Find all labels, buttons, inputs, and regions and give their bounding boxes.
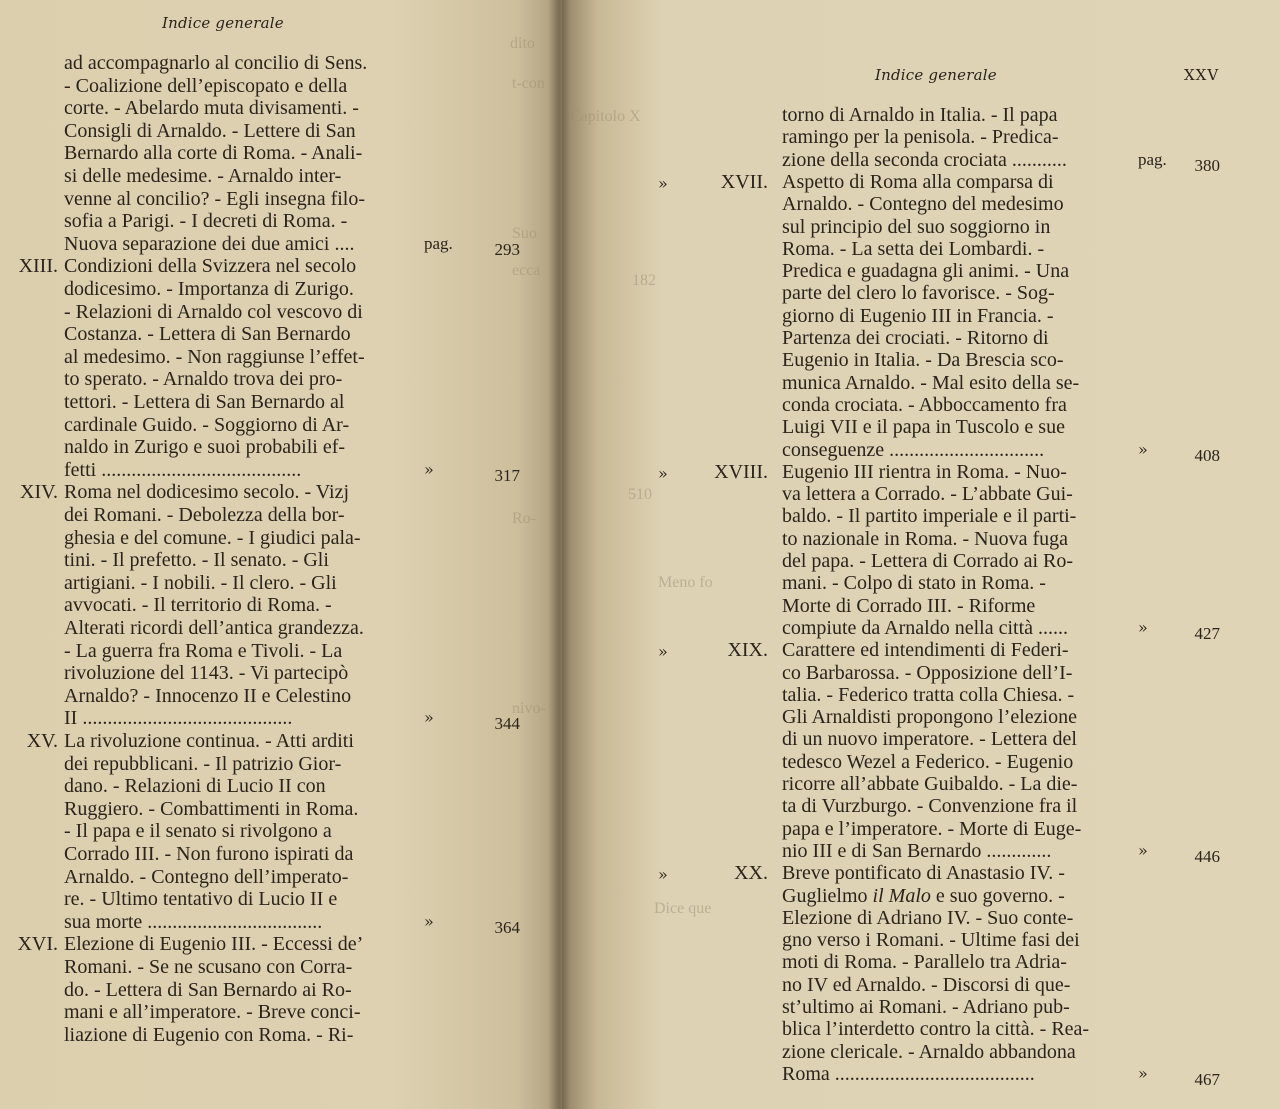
entry-line: tini. - Il prefetto. - Il senato. - Gli xyxy=(64,549,329,572)
entry-line: ramingo per la penisola. - Predica- xyxy=(782,126,1059,149)
entry-line: Roma ........................................ xyxy=(782,1062,1035,1085)
ditto-mark: » xyxy=(658,642,668,662)
page-marker: » xyxy=(1138,840,1148,860)
entry-line: sul principio del suo soggiorno in xyxy=(782,215,1051,238)
page-folio: XXV xyxy=(1184,66,1220,84)
page-number: 317 xyxy=(494,465,520,485)
entry-line: Guglielmo il Malo e suo governo. - xyxy=(782,884,1065,907)
entry-line: Arnaldo? - Innocenzo II e Celestino xyxy=(64,684,352,707)
left-running-head: Indice generale xyxy=(162,14,284,32)
entry-line: ad accompagnarlo al concilio di Sens. xyxy=(64,52,368,74)
entry-line: do. - Lettera di San Bernardo ai Ro- xyxy=(64,978,352,1001)
entry-line: conda crociata. - Abboccamento fra xyxy=(782,393,1067,416)
entry-line: naldo in Zurigo e suoi probabili ef- xyxy=(64,436,346,459)
right-running-head: Indice generale xyxy=(875,66,997,84)
page-number: 446 xyxy=(1194,846,1220,866)
entry-line: - Relazioni di Arnaldo col vescovo di xyxy=(64,300,363,323)
entry-line: Gli Arnaldisti propongono l’elezione xyxy=(782,706,1077,729)
entry-line: Partenza dei crociati. - Ritorno di xyxy=(782,327,1049,349)
page-number: 344 xyxy=(494,714,520,734)
entry-line: Breve pontificato di Anastasio IV. - xyxy=(782,862,1065,885)
entry-line: si delle medesime. - Arnaldo inter- xyxy=(64,165,342,187)
entry-line: cardinale Guido. - Soggiorno di Ar- xyxy=(64,413,350,436)
entry-line: Consigli di Arnaldo. - Lettere di San xyxy=(64,119,356,142)
entry-line: zione clericale. - Arnaldo abbandona xyxy=(782,1040,1076,1063)
page-number: 293 xyxy=(494,239,520,259)
ditto-mark: » xyxy=(658,173,668,193)
entry-line: Costanza. - Lettera di San Bernardo xyxy=(64,323,351,346)
entry-line: sua morte ................................... xyxy=(64,910,323,933)
chapter-number: XVI. xyxy=(17,933,58,956)
entry-line: giorno di Eugenio III in Francia. - xyxy=(782,304,1054,327)
entry-line: Aspetto di Roma alla comparsa di xyxy=(782,170,1054,193)
entry-line: Alterati ricordi dell’antica grandezza. xyxy=(64,617,364,639)
entry-line: di un nuovo imperatore. - Lettera del xyxy=(782,728,1077,751)
entry-line: Roma nel dodicesimo secolo. - Vizj xyxy=(64,481,350,504)
entry-line: La rivoluzione continua. - Atti arditi xyxy=(64,730,354,752)
page-marker: » xyxy=(1138,439,1148,459)
entry-line: Morte di Corrado III. - Riforme xyxy=(782,594,1036,617)
chapter-number: XV. xyxy=(26,730,58,752)
entry-line: - La guerra fra Roma e Tivoli. - La xyxy=(64,639,343,662)
entry-line: del papa. - Lettera di Corrado ai Ro- xyxy=(782,550,1073,572)
entry-line: Arnaldo. - Contegno del medesimo xyxy=(782,193,1064,216)
entry-line: papa e l’imperatore. - Morte di Euge- xyxy=(782,817,1082,840)
entry-line: al medesimo. - Non raggiunse l’effet- xyxy=(64,345,365,368)
entry-line: re. - Ultimo tentativo di Lucio II e xyxy=(64,888,338,911)
entry-line: fetti ........................................ xyxy=(64,458,302,481)
page-marker: pag. xyxy=(1138,149,1167,169)
chapter-number: XIV. xyxy=(20,481,58,504)
page-marker: » xyxy=(1138,617,1148,637)
entry-line: va lettera a Corrado. - L’abbate Gui- xyxy=(782,483,1073,506)
chapter-number: XX. xyxy=(734,862,768,885)
entry-line: Roma. - La setta dei Lombardi. - xyxy=(782,237,1045,260)
entry-line: dei repubblicani. - Il patrizio Gior- xyxy=(64,752,342,775)
entry-line: - Il papa e il senato si rivolgono a xyxy=(64,820,332,843)
entry-line: to nazionale in Roma. - Nuova fuga xyxy=(782,527,1069,550)
entry-line: st’ultimo ai Romani. - Adriano pub- xyxy=(782,996,1070,1018)
page-number: 427 xyxy=(1194,623,1220,643)
entry-line: Ruggiero. - Combattimenti in Roma. xyxy=(64,797,359,820)
entry-line: Corrado III. - Non furono ispirati da xyxy=(64,843,354,865)
entry-line: Luigi VII e il papa in Tuscolo e sue xyxy=(782,416,1065,439)
entry-line: Arnaldo. - Contegno dell’imperato- xyxy=(64,865,349,888)
entry-line: nio III e di San Bernardo ............. xyxy=(782,839,1052,862)
entry-line: dano. - Relazioni di Lucio II con xyxy=(64,775,326,798)
entry-line: no IV ed Arnaldo. - Discorsi di que- xyxy=(782,973,1071,996)
chapter-number: XIX. xyxy=(727,639,768,662)
entry-line: - Coalizione dell’episcopato e della xyxy=(64,74,348,97)
book-gutter xyxy=(548,0,570,1109)
entry-line: Eugenio III rientra in Roma. - Nuo- xyxy=(782,460,1067,483)
entry-line: Nuova separazione dei due amici .... xyxy=(64,232,355,255)
page-number: 467 xyxy=(1194,1069,1220,1089)
entry-line: co Barbarossa. - Opposizione dell’I- xyxy=(782,661,1073,684)
entry-line: dodicesimo. - Importanza di Zurigo. xyxy=(64,278,354,300)
entry-line: zione della seconda crociata ........... xyxy=(782,148,1067,171)
page-marker: » xyxy=(424,911,434,931)
entry-line: conseguenze ............................... xyxy=(782,438,1045,461)
entry-line: ghesia e del comune. - I giudici pala- xyxy=(64,526,361,549)
entry-line: rivoluzione del 1143. - Vi partecipò xyxy=(64,662,349,685)
entry-line: ricorre all’abbate Guibaldo. - La die- xyxy=(782,773,1078,795)
entry-line: tedesco Wezel a Federico. - Eugenio xyxy=(782,750,1074,773)
ditto-mark: » xyxy=(658,865,668,885)
page-number: 380 xyxy=(1194,155,1220,175)
entry-line: Condizioni della Svizzera nel secolo xyxy=(64,255,357,278)
entry-line: Eugenio in Italia. - Da Brescia sco- xyxy=(782,349,1064,372)
entry-line: tettori. - Lettera di San Bernardo al xyxy=(64,391,345,413)
entry-line: blica l’interdetto contro la città. - Rea- xyxy=(782,1018,1090,1041)
entry-line: liazione di Eugenio con Roma. - Ri- xyxy=(64,1023,354,1046)
page-marker: » xyxy=(424,459,434,479)
chapter-number: XVIII. xyxy=(714,460,768,483)
ditto-mark: » xyxy=(658,463,668,483)
page-marker: pag. xyxy=(424,233,453,253)
entry-line: munica Arnaldo. - Mal esito della se- xyxy=(782,371,1080,394)
entry-line: corte. - Abelardo muta divisamenti. - xyxy=(64,97,359,120)
page-marker: » xyxy=(424,708,434,728)
entry-line: dei Romani. - Debolezza della bor- xyxy=(64,504,345,526)
entry-line: sofia a Parigi. - I decreti di Roma. - xyxy=(64,210,348,233)
entry-line: torno di Arnaldo in Italia. - Il papa xyxy=(782,104,1058,126)
entry-line: Predica e guadagna gli animi. - Una xyxy=(782,260,1070,283)
entry-line: venne al concilio? - Egli insegna filo- xyxy=(64,187,366,210)
entry-line: compiute da Arnaldo nella città ...... xyxy=(782,616,1069,639)
page-marker: » xyxy=(1138,1063,1148,1083)
entry-line: baldo. - Il partito imperiale e il parti- xyxy=(782,505,1077,528)
entry-line: talia. - Federico tratta colla Chiesa. - xyxy=(782,683,1075,706)
entry-line: artigiani. - I nobili. - Il clero. - Gli xyxy=(64,571,337,594)
entry-line: to sperato. - Arnaldo trova dei pro- xyxy=(64,368,343,391)
entry-line: Elezione di Eugenio III. - Eccessi de’ xyxy=(64,933,364,956)
entry-line: gno verso i Romani. - Ultime fasi dei xyxy=(782,929,1080,952)
right-page: Indice generale XXV Capitolo X 182 510 Meno fo Dice que torno di Arnaldo in Italia. - Il papa ramingo per la penisola. - Predica- zione della seconda crociata ........... pag. 380 » XVII. Aspetto di Roma alla comparsa di Arnaldo. - Contegno del medesimo sul principio del suo soggiorno in Roma. - La setta dei Lombardi. - Predica e guadagna gli animi. - Una parte del clero lo favorisce. - Sog- giorno di Eugenio III in Francia. - Partenza dei crociati. - Ritorno di Eugenio in Italia. - Da Brescia sco- munica Arnaldo. - Mal esito della se- conda crociata. - Abboccamento fra Luigi VII e il papa in Tuscolo e sue conseguenze ............................... » 408 » XVIII. Eugenio III rientra in Roma. - Nuo- va lettera a Corrado. - L’abbate Gui- baldo. - Il partito imperiale e il parti- to nazionale in Roma. - Nuova fuga del papa. - Lettera di Corrado ai Ro- mani. - Colpo di stato in Roma. - Morte di Corrado III. - Riforme compiute da Arnaldo nella città ...... » 427 » XIX. Carattere ed intendimenti di Federi- co Barbarossa. - Opposizione dell’I- talia. - Federico tratta colla Chiesa. - Gli Arnaldisti propongono l’elezione di un nuovo imperatore. - Lettera del tedesco Wezel a Federico. - Eugenio ricorre all’abbate Guibaldo. - La die- ta di Vurzburgo. - Convenzione fra il papa e l’imperatore. - Morte di Euge- nio III e di San Bernardo ............. » 446 » XX. Breve pontificato di Anastasio IV. - Guglielmo il Malo e suo governo. - Elezione di Adriano IV. - Suo conte- gno verso i Romani. - Ultime fasi dei moti di Roma. - Parallelo tra Adria- no IV ed Arnaldo. - Discorsi di que- st’ultimo ai Romani. - Adriano pub- blica l’interdetto contro la città. - Rea- zione clericale. - Arnaldo abbandona Roma ........................................ » 467 xyxy=(562,0,1280,1109)
entry-line: parte del clero lo favorisce. - Sog- xyxy=(782,282,1055,305)
chapter-number: XIII. xyxy=(18,255,58,278)
chapter-number: XVII. xyxy=(720,170,768,193)
entry-line: Elezione di Adriano IV. - Suo conte- xyxy=(782,906,1074,929)
entry-line: avvocati. - Il territorio di Roma. - xyxy=(64,594,332,617)
entry-line: II .......................................... xyxy=(64,707,293,730)
entry-line: Bernardo alla corte di Roma. - Anali- xyxy=(64,142,363,165)
entry-line: Carattere ed intendimenti di Federi- xyxy=(782,639,1069,662)
left-page: Indice generale dito t-con Suo ecca Ro- nivo- ad accompagnarlo al concilio di Sens. - Coalizione dell’episcopato e della corte. - Abelardo muta divisamenti. - Consigli di Arnaldo. - Lettere di San Bernardo alla corte di Roma. - Anali- si delle medesime. - Arnaldo inter- venne al concilio? - Egli insegna filo- sofia a Parigi. - I decreti di Roma. - Nuova separazione dei due amici .... pag. 293 XIII. Condizioni della Svizzera nel secolo dodicesimo. - Importanza di Zurigo. - Relazioni di Arnaldo col vescovo di Costanza. - Lettera di San Bernardo al medesimo. - Non raggiunse l’effet- to sperato. - Arnaldo trova dei pro- tettori. - Lettera di San Bernardo al cardinale Guido. - Soggiorno di Ar- naldo in Zurigo e suoi probabili ef- fetti ........................................ » 317 XIV. Roma nel dodicesimo secolo. - Vizj dei Romani. - Debolezza della bor- ghesia e del comune. - I giudici pala- tini. - Il prefetto. - Il senato. - Gli artigiani. - I nobili. - Il clero. - Gli avvocati. - Il territorio di Roma. - Alterati ricordi dell’antica grandezza. - La guerra fra Roma e Tivoli. - La rivoluzione del 1143. - Vi partecipò Arnaldo? - Innocenzo II e Celestino II .......................................... » 344 XV. La rivoluzione continua. - Atti arditi dei repubblicani. - Il patrizio Gior- dano. - Relazioni di Lucio II con Ruggiero. - Combattimenti in Roma. - Il papa e il senato si rivolgono a Corrado III. - Non furono ispirati da Arnaldo. - Contegno dell’imperato- re. - Ultimo tentativo di Lucio II e sua morte ................................... » 364 XVI. Elezione di Eugenio III. - Eccessi de’ Romani. - Se ne scusano con Corra- do. - Lettera di San Bernardo ai Ro- mani e all’imperatore. - Breve conci- liazione di Eugenio con Roma. - Ri- xyxy=(0,0,562,1109)
entry-line: moti di Roma. - Parallelo tra Adria- xyxy=(782,951,1067,974)
entry-line: mani. - Colpo di stato in Roma. - xyxy=(782,572,1046,595)
entry-line: ta di Vurzburgo. - Convenzione fra il xyxy=(782,795,1078,818)
page-number: 408 xyxy=(1194,445,1220,465)
page-number: 364 xyxy=(494,917,520,937)
entry-line: mani e all’imperatore. - Breve conci- xyxy=(64,1001,361,1024)
entry-line: Romani. - Se ne scusano con Corra- xyxy=(64,956,353,978)
